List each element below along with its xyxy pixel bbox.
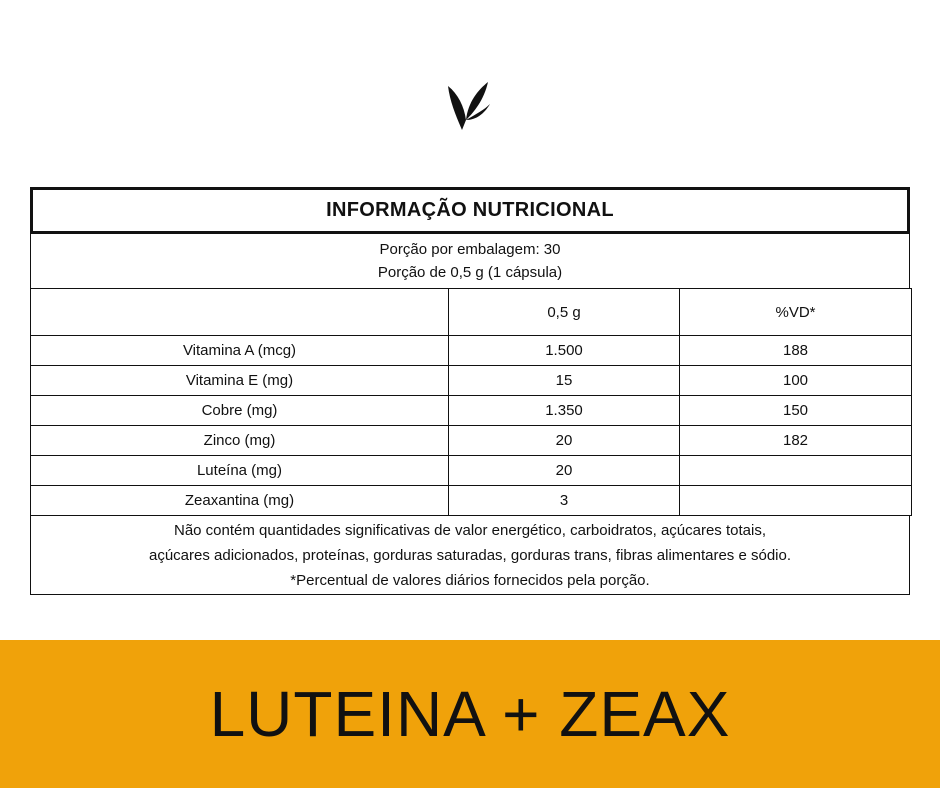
nutrient-vd: 150 — [680, 396, 912, 426]
table-row — [31, 486, 912, 516]
header-nutrient — [31, 289, 449, 336]
table-footnote — [30, 516, 910, 595]
header-vd: %VD* — [680, 289, 912, 336]
table-row — [31, 426, 912, 456]
table-row — [31, 336, 912, 366]
leaf-bird-logo-icon — [440, 80, 496, 136]
table-title: INFORMAÇÃO NUTRICIONAL — [30, 187, 910, 234]
nutrient-name: Zinco (mg) — [31, 426, 449, 456]
nutrient-amount: 1.500 — [449, 336, 680, 366]
footnote-line-3: *Percentual de valores diários fornecidos pela porção. — [290, 571, 650, 589]
nutrient-name: Vitamina A (mcg) — [31, 336, 449, 366]
header-amount: 0,5 g — [449, 289, 680, 336]
table-row — [31, 366, 912, 396]
product-name: LUTEINA + ZEAX — [209, 678, 731, 750]
footnote-line-1: Não contém quantidades significativas de valor energético, carboidratos, açúcares totais, — [174, 521, 766, 539]
table-row — [31, 456, 912, 486]
product-banner — [0, 640, 940, 788]
nutrient-vd: 100 — [680, 366, 912, 396]
nutrient-name: Zeaxantina (mg) — [31, 486, 449, 516]
nutrition-facts-table — [30, 187, 910, 595]
portion-per-package: Porção por embalagem: 30 — [379, 241, 561, 258]
nutrient-name: Vitamina E (mg) — [31, 366, 449, 396]
nutrient-vd — [680, 456, 912, 486]
table-header-row — [31, 289, 912, 336]
nutrient-vd — [680, 486, 912, 516]
nutrient-name: Cobre (mg) — [31, 396, 449, 426]
nutrient-amount: 3 — [449, 486, 680, 516]
nutrient-table — [30, 288, 912, 516]
portion-size: Porção de 0,5 g (1 cápsula) — [377, 264, 563, 281]
table-row — [31, 396, 912, 426]
nutrient-amount: 20 — [449, 456, 680, 486]
nutrient-vd: 182 — [680, 426, 912, 456]
nutrient-vd: 188 — [680, 336, 912, 366]
nutrient-amount: 20 — [449, 426, 680, 456]
nutrient-amount: 1.350 — [449, 396, 680, 426]
nutrient-name: Luteína (mg) — [31, 456, 449, 486]
footnote-line-2: açúcares adicionados, proteínas, gorduras saturadas, gorduras trans, fibras alimentares e sódio. — [148, 546, 792, 564]
nutrient-amount: 15 — [449, 366, 680, 396]
portion-info — [30, 234, 910, 288]
